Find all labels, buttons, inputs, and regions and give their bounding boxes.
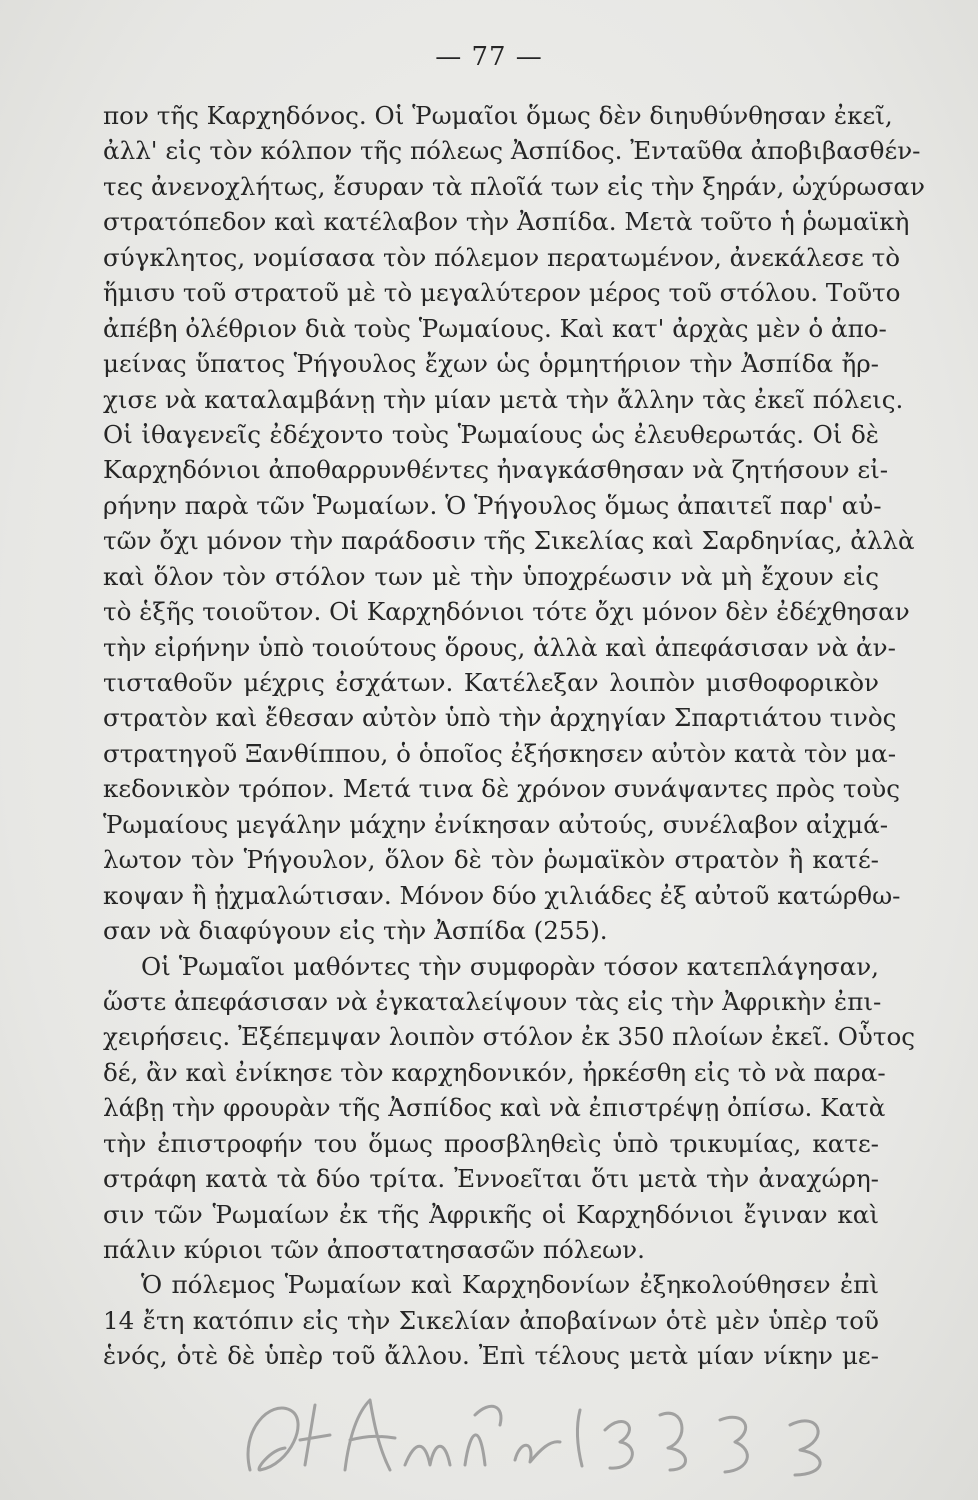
text-line: ρήνην παρὰ τῶν Ῥωμαίων. Ὁ Ῥήγουλος ὅμως ἀπαιτεῖ παρ' αὐ-: [103, 490, 882, 520]
text-line: στρατὸν καὶ ἔθεσαν αὐτὸν ὑπὸ τὴν ἀρχηγίαν Σπαρτιάτου τινὸς: [103, 703, 897, 733]
text-line: τὴν εἰρήνην ὑπὸ τοιούτους ὅρους, ἀλλὰ καὶ ἀπεφάσισαν νὰ ἀν-: [103, 632, 896, 662]
text-line: ἀπέβη ὀλέθριον διὰ τοὺς Ῥωμαίους. Καὶ κατ' ἀρχὰς μὲν ὁ ἀπο-: [103, 313, 887, 343]
text-line: τὸ ἑξῆς τοιοῦτον. Οἱ Καρχηδόνιοι τότε ὄχι μόνον δὲν ἐδέχθησαν: [103, 597, 910, 627]
text-line: πάλιν κύριοι τῶν ἀποστατησασῶν πόλεων.: [103, 1235, 645, 1264]
text-line: ὥστε ἀπεφάσισαν νὰ ἐγκαταλείψουν τὰς εἰς τὴν Ἀφρικὴν ἐπι-: [103, 986, 882, 1016]
text-line: Καρχηδόνιοι ἀποθαρρυνθέντες ἠναγκάσθησαν νὰ ζητήσουν εἰ-: [103, 455, 889, 485]
text-line: τες ἀνενοχλήτως, ἔσυραν τὰ πλοῖά των εἰς τὴν ξηράν, ὠχύρωσαν: [103, 171, 925, 201]
handwritten-signature: [230, 1370, 910, 1490]
text-line: στράφη κατὰ τὰ δύο τρίτα. Ἐννοεῖται ὅτι μετὰ τὴν ἀναχώρη-: [103, 1164, 879, 1194]
text-line: Ῥωμαίους μεγάλην μάχην ἐνίκησαν αὐτούς, συνέλαβον αἰχμά-: [103, 809, 889, 839]
text-line: χισε νὰ καταλαμβάνῃ τὴν μίαν μετὰ τὴν ἄλλην τὰς ἐκεῖ πόλεις.: [103, 384, 904, 414]
text-line: χειρήσεις. Ἐξέπεμψαν λοιπὸν στόλον ἐκ 350 πλοίων ἐκεῖ. Οὗτος: [103, 1022, 916, 1052]
text-line: σύγκλητος, νομίσασα τὸν πόλεμον περατωμένον, ἀνεκάλεσε τὸ: [103, 242, 901, 272]
body-text: [103, 98, 925, 1374]
text-line: μείνας ὕπατος Ῥήγουλος ἔχων ὡς ὁρμητήριον τὴν Ἀσπίδα ἤρ-: [103, 349, 879, 379]
text-line: κεδονικὸν τρόπον. Μετά τινα δὲ χρόνον συνάψαντες πρὸς τοὺς: [103, 774, 901, 804]
text-line: Ὁ πόλεμος Ῥωμαίων καὶ Καρχηδονίων ἐξηκολούθησεν ἐπὶ: [141, 1270, 879, 1300]
text-line: Οἱ ἰθαγενεῖς ἐδέχοντο τοὺς Ῥωμαίους ὡς ἐλευθερωτάς. Οἱ δὲ: [103, 419, 879, 449]
text-line: κοψαν ἢ ᾐχμαλώτισαν. Μόνον δύο χιλιάδες ἐξ αὐτοῦ κατώρθω-: [103, 880, 901, 910]
text-line: τὴν ἐπιστροφήν του ὅμως προσβληθεὶς ὑπὸ τρικυμίας, κατε-: [103, 1128, 879, 1158]
text-line: στρατόπεδον καὶ κατέλαβον τὴν Ἀσπίδα. Μετὰ τοῦτο ἡ ῥωμαϊκὴ: [103, 207, 910, 237]
text-line: Οἱ Ῥωμαῖοι μαθόντες τὴν συμφορὰν τόσον κατεπλάγησαν,: [141, 951, 879, 981]
text-line: τῶν ὄχι μόνον τὴν παράδοσιν τῆς Σικελίας καὶ Σαρδηνίας, ἀλλὰ: [103, 526, 915, 556]
text-line: καὶ ὅλον τὸν στόλον των μὲ τὴν ὑποχρέωσιν νὰ μὴ ἔχουν εἰς: [103, 561, 879, 591]
text-line: λωτον τὸν Ῥήγουλον, ὅλον δὲ τὸν ῥωμαϊκὸν στρατὸν ἢ κατέ-: [103, 845, 879, 875]
text-line: σαν νὰ διαφύγουν εἰς τὴν Ἀσπίδα (255).: [103, 916, 608, 946]
text-line: ἑνός, ὁτὲ δὲ ὑπὲρ τοῦ ἄλλου. Ἐπὶ τέλους μετὰ μίαν νίκην με-: [103, 1341, 879, 1371]
text-line: τισταθοῦν μέχρις ἐσχάτων. Κατέλεξαν λοιπὸν μισθοφορικὸν: [103, 668, 879, 697]
text-line: σιν τῶν Ῥωμαίων ἐκ τῆς Ἀφρικῆς οἱ Καρχηδόνιοι ἔγιναν καὶ: [103, 1199, 879, 1229]
text-line: λάβῃ τὴν φρουρὰν τῆς Ἀσπίδος καὶ νὰ ἐπιστρέψῃ ὀπίσω. Κατὰ: [103, 1093, 886, 1123]
text-line: ἀλλ' εἰς τὸν κόλπον τῆς πόλεως Ἀσπίδος. Ἐνταῦθα ἀποβιβασθέν-: [103, 136, 921, 166]
page-number: — 77 —: [435, 42, 543, 72]
text-line: δέ, ἂν καὶ ἐνίκησε τὸν καρχηδονικόν, ἠρκέσθη εἰς τὸ νὰ παρα-: [103, 1057, 886, 1087]
text-line: πον τῆς Καρχηδόνος. Οἱ Ῥωμαῖοι ὅμως δὲν διηυθύνθησαν ἐκεῖ,: [103, 101, 893, 130]
text-line: ἥμισυ τοῦ στρατοῦ μὲ τὸ μεγαλύτερον μέρος τοῦ στόλου. Τοῦτο: [103, 278, 901, 308]
text-line: 14 ἔτη κατόπιν εἰς τὴν Σικελίαν ἀποβαίνων ὁτὲ μὲν ὑπὲρ τοῦ: [103, 1305, 879, 1335]
text-line: στρατηγοῦ Ξανθίππου, ὁ ὁποῖος ἐξήσκησεν αὐτὸν κατὰ τὸν μα-: [103, 738, 897, 768]
